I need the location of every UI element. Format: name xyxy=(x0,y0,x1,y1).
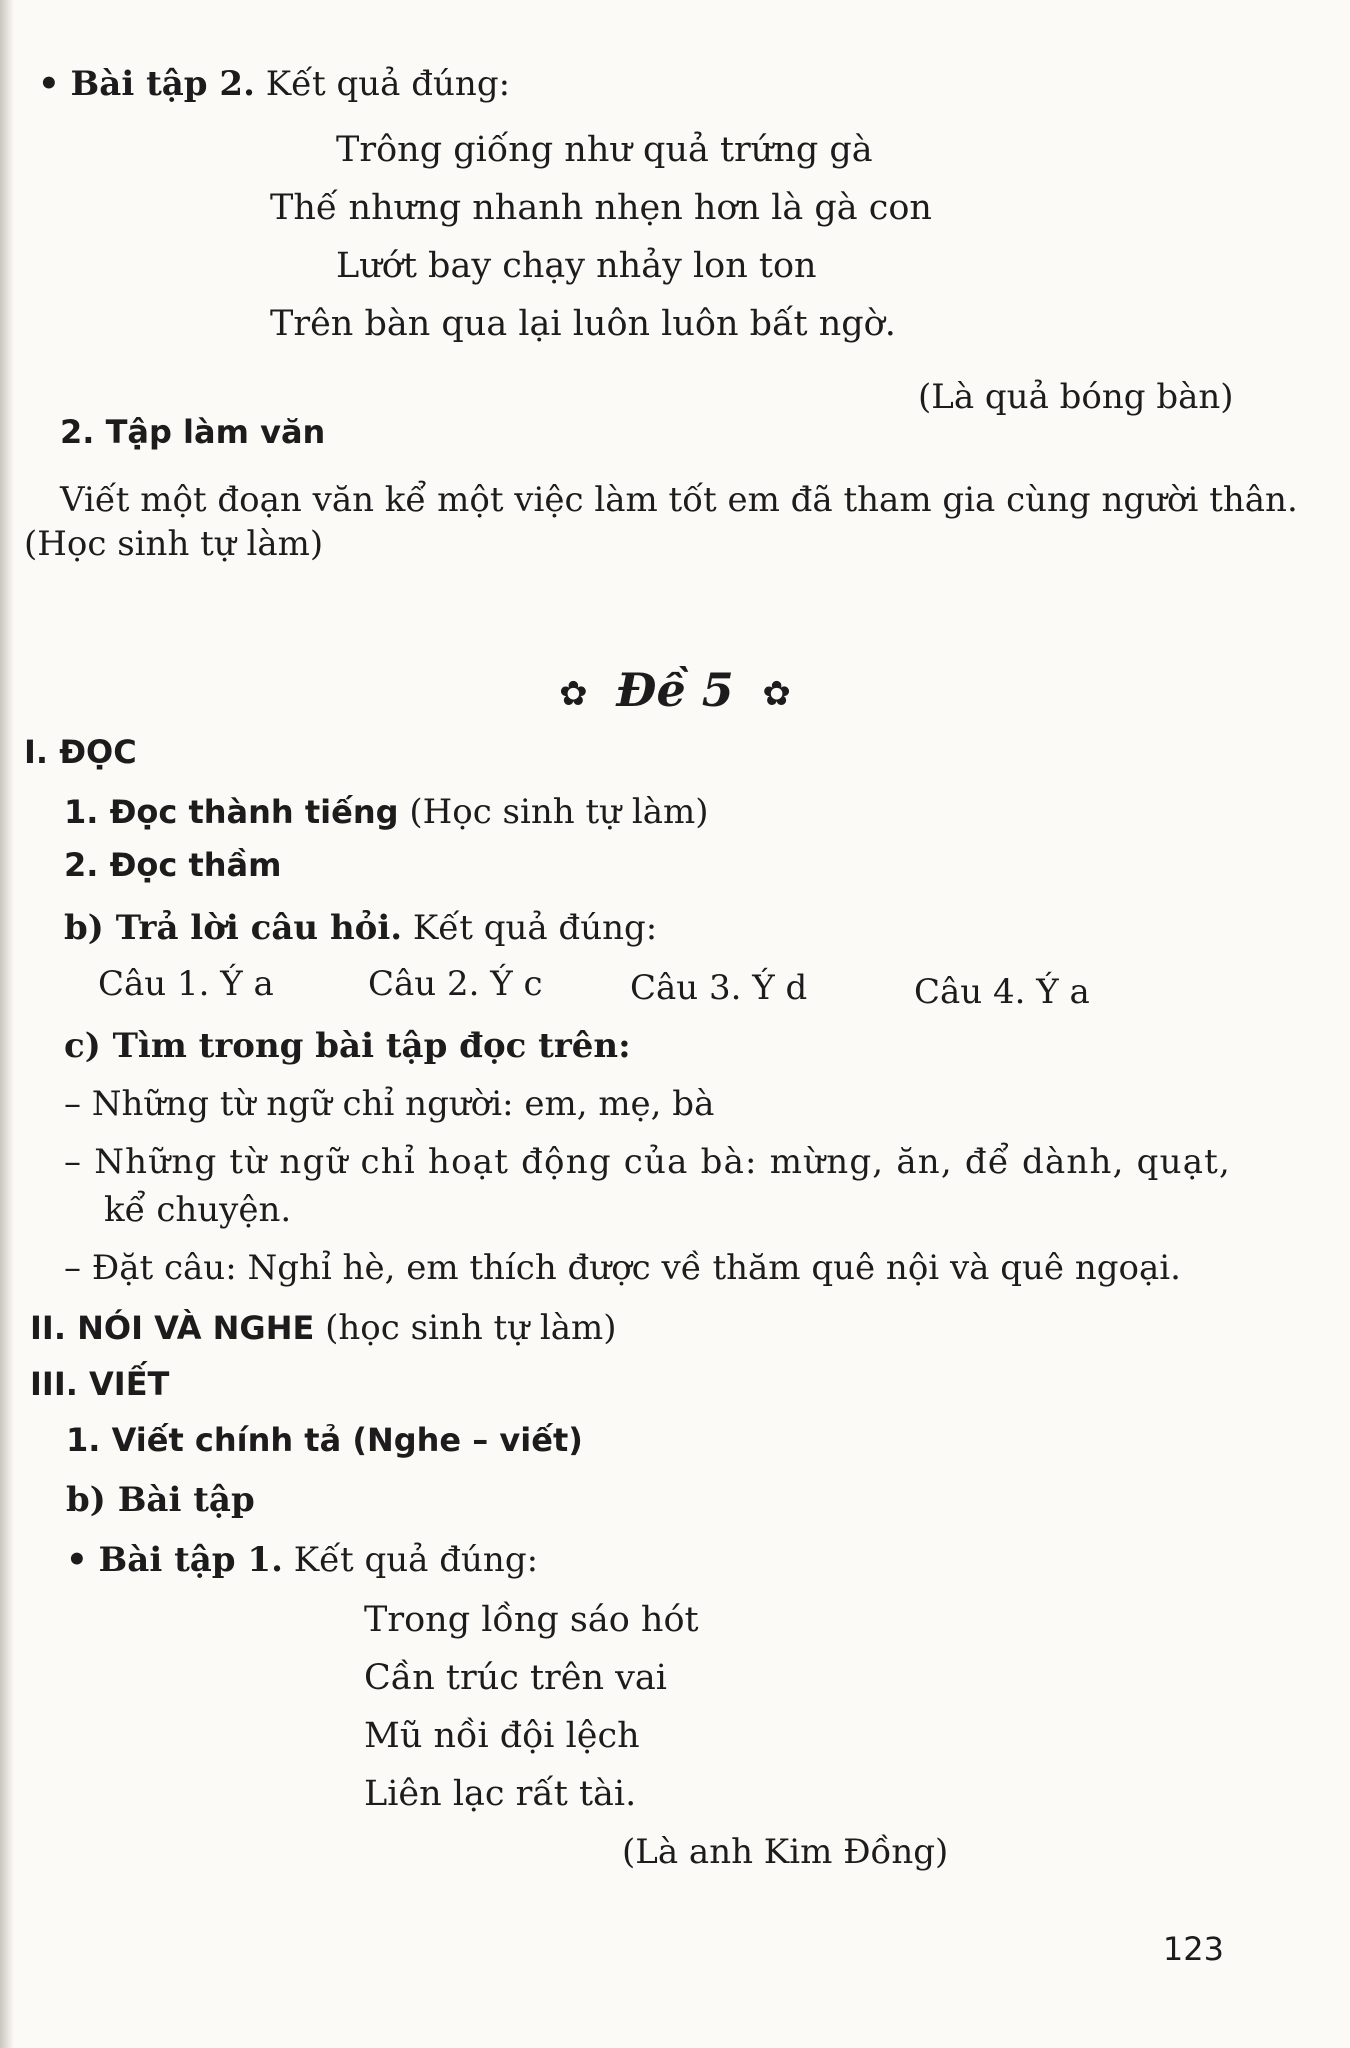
list-item: – Những từ ngữ chỉ người: em, mẹ, bà xyxy=(64,1084,715,1124)
exercise-2-label: Bài tập 2. xyxy=(70,64,255,104)
section-writing-heading: III. VIẾT xyxy=(30,1365,170,1403)
bullet: • xyxy=(66,1540,88,1580)
section-speaking-note: (học sinh tự làm) xyxy=(325,1308,617,1348)
answer-q4: Câu 4. Ý a xyxy=(914,972,1090,1012)
poem-1-answer: (Là quả bóng bàn) xyxy=(918,377,1234,417)
page-number: 123 xyxy=(1162,1930,1224,1968)
exercise-1-text: Kết quả đúng: xyxy=(293,1540,539,1580)
section-speaking-line xyxy=(30,1306,617,1350)
answer-questions-line xyxy=(64,906,657,950)
section-speaking-heading: II. NÓI VÀ NGHE xyxy=(30,1309,315,1347)
poem-2-answer: (Là anh Kim Đồng) xyxy=(622,1832,949,1872)
section-reading-heading: I. ĐỌC xyxy=(24,733,137,771)
reading-aloud-line xyxy=(64,790,709,834)
exam-title-text: Đề 5 xyxy=(616,663,734,717)
flower-icon: ✿ xyxy=(559,674,588,714)
reading-aloud-note: (Học sinh tự làm) xyxy=(409,792,709,832)
answer-questions-text: Kết quả đúng: xyxy=(412,908,658,948)
bullet: • xyxy=(38,64,60,104)
exercises-label: b) Bài tập xyxy=(66,1480,255,1520)
poem-1-line-2: Thế nhưng nhanh nhẹn hơn là gà con xyxy=(270,188,932,228)
exercise-1-label: Bài tập 1. xyxy=(98,1540,283,1580)
find-in-text-label: c) Tìm trong bài tập đọc trên: xyxy=(64,1026,631,1066)
exercise-2-text: Kết quả đúng: xyxy=(265,64,511,104)
page-edge-shadow xyxy=(0,0,14,2048)
answer-q3: Câu 3. Ý d xyxy=(630,968,808,1008)
poem-2-line-2: Cần trúc trên vai xyxy=(364,1658,667,1698)
answer-q1: Câu 1. Ý a xyxy=(98,964,274,1004)
poem-1-line-1: Trông giống như quả trứng gà xyxy=(336,130,873,170)
answer-q2: Câu 2. Ý c xyxy=(368,964,543,1004)
reading-aloud-label: 1. Đọc thành tiếng xyxy=(64,793,399,831)
poem-2-line-3: Mũ nồi đội lệch xyxy=(364,1716,640,1756)
poem-1-line-4: Trên bàn qua lại luôn luôn bất ngờ. xyxy=(270,304,896,344)
list-item: – Những từ ngữ chỉ hoạt động của bà: mừng, ăn, để dành, quạt, xyxy=(64,1142,1232,1182)
exam-title xyxy=(0,660,1350,724)
list-item: – Đặt câu: Nghỉ hè, em thích được về thăm quê nội và quê ngoại. xyxy=(64,1248,1181,1288)
flower-icon: ✿ xyxy=(762,674,791,714)
list-item-continuation: kể chuyện. xyxy=(104,1190,292,1230)
poem-1-line-3: Lướt bay chạy nhảy lon ton xyxy=(336,246,817,286)
poem-2-line-4: Liên lạc rất tài. xyxy=(364,1774,637,1814)
tap-lam-van-heading: 2. Tập làm văn xyxy=(60,413,326,451)
silent-reading-label: 2. Đọc thầm xyxy=(64,846,282,884)
answer-questions-label: b) Trả lời câu hỏi. xyxy=(64,908,403,948)
dictation-label: 1. Viết chính tả (Nghe – viết) xyxy=(66,1421,583,1459)
tap-lam-van-task: Viết một đoạn văn kể một việc làm tốt em đã tham gia cùng người thân. xyxy=(60,480,1298,520)
exercise-2-line xyxy=(38,62,510,106)
exercise-1-line xyxy=(66,1538,538,1582)
tap-lam-van-note: (Học sinh tự làm) xyxy=(24,524,324,564)
poem-2-line-1: Trong lồng sáo hót xyxy=(364,1600,699,1640)
